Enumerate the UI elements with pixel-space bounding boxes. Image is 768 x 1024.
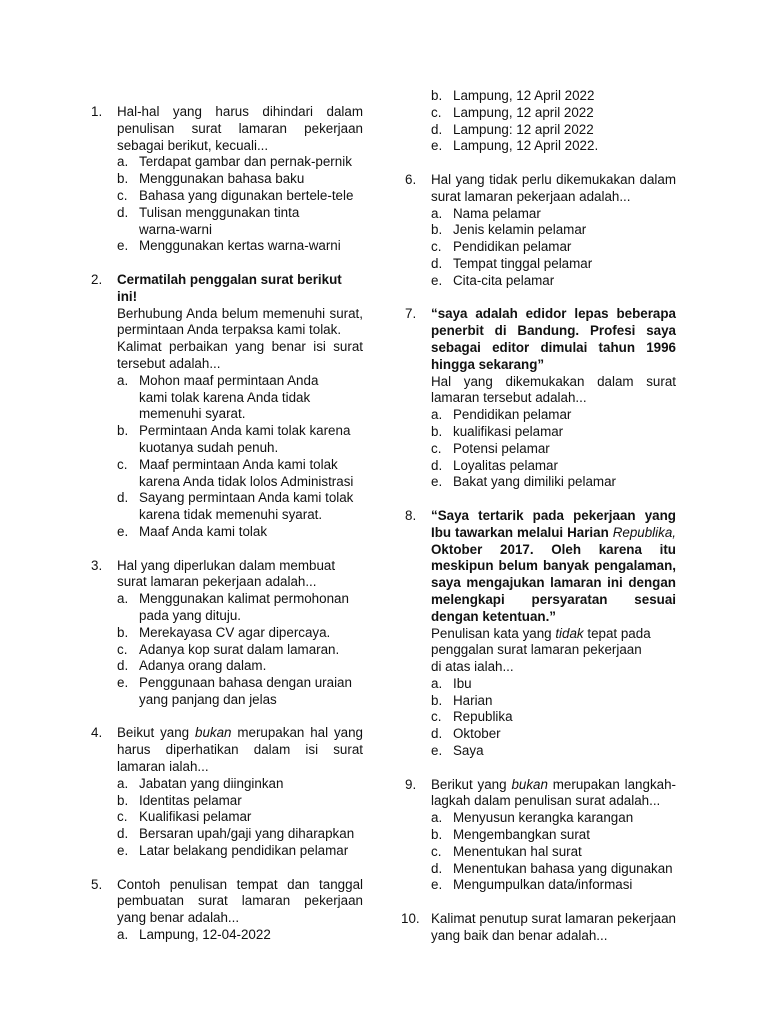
option-text: Lampung, 12-04-2022	[139, 927, 271, 943]
question-7	[405, 306, 676, 491]
question-5	[91, 877, 363, 944]
question-9	[405, 777, 676, 895]
option-text: Terdapat gambar dan pernak-pernik	[139, 154, 352, 170]
option-text: Adanya kop surat dalam lamaran.	[139, 641, 340, 657]
option-b[interactable]	[431, 88, 676, 105]
option-list	[117, 927, 363, 944]
option-e[interactable]	[431, 273, 676, 290]
option-letter: d.	[431, 860, 443, 876]
quote-text-part: “Saya tertarik pada pekerjaan yang Ibu tawarkan melalui Harian	[431, 507, 676, 540]
question-number: 5.	[91, 876, 103, 892]
option-b[interactable]	[117, 423, 351, 457]
question-text: Kalimat penutup surat lamaran pekerjaan yang baik dan benar adalah...	[431, 911, 676, 943]
option-text: Bersaran upah/gaji yang diharapkan	[139, 826, 355, 842]
option-a[interactable]	[117, 373, 339, 423]
option-letter: c.	[117, 187, 128, 203]
option-d[interactable]	[431, 256, 676, 273]
option-e[interactable]	[117, 843, 363, 860]
option-e[interactable]	[431, 138, 676, 155]
option-d[interactable]	[431, 122, 676, 139]
option-c[interactable]	[431, 709, 676, 726]
option-b[interactable]	[117, 793, 363, 810]
option-text: Adanya orang dalam.	[139, 658, 267, 674]
option-list	[431, 810, 676, 894]
option-text: Latar belakang pendidikan pelamar	[139, 843, 349, 859]
option-e[interactable]	[431, 877, 676, 894]
option-c[interactable]	[117, 642, 363, 659]
question-text: Hal yang dikemukakan dalam surat lamaran tersebut adalah...	[431, 373, 676, 406]
option-text: Menggunakan bahasa baku	[139, 171, 305, 187]
right-column	[401, 88, 676, 945]
question-text-part: Penulisan kata yang	[431, 625, 556, 641]
option-letter: b.	[431, 88, 443, 103]
option-text: Jenis kelamin pelamar	[453, 222, 587, 238]
option-letter: c.	[117, 809, 128, 825]
option-letter: b.	[117, 171, 129, 187]
option-text: Cita-cita pelamar	[453, 272, 555, 288]
emphasis-word: bukan	[195, 725, 232, 741]
option-text: Nama pelamar	[453, 205, 541, 221]
option-e[interactable]	[431, 743, 676, 760]
question-text: Hal-hal yang harus dihindari dalam penulisan surat lamaran pekerjaan sebagai berikut, kecuali...	[117, 104, 363, 153]
option-text: Pendidikan pelamar	[453, 239, 572, 255]
emphasis-word: tidak	[555, 625, 584, 641]
option-letter: e.	[431, 743, 443, 759]
option-letter: b.	[117, 792, 129, 808]
option-b[interactable]	[431, 424, 676, 441]
option-b[interactable]	[431, 693, 676, 710]
option-list	[431, 88, 676, 155]
option-d[interactable]	[117, 826, 363, 843]
question-5-continued	[405, 88, 676, 155]
option-letter: b.	[117, 624, 129, 640]
option-b[interactable]	[431, 827, 676, 844]
option-letter: a.	[431, 407, 443, 423]
quoted-excerpt	[431, 508, 676, 626]
option-c[interactable]	[117, 188, 363, 205]
question-2	[91, 272, 363, 541]
option-letter: c.	[117, 456, 128, 472]
option-text: Saya	[453, 743, 484, 759]
option-text: Menentukan hal surat	[453, 843, 582, 859]
option-letter: d.	[117, 490, 129, 506]
option-c[interactable]	[431, 239, 676, 256]
option-b[interactable]	[117, 625, 363, 642]
option-letter: d.	[431, 255, 443, 271]
option-c[interactable]	[431, 844, 676, 861]
question-text: Hal yang diperlukan dalam membuat surat lamaran pekerjaan adalah...	[117, 557, 336, 590]
option-letter: d.	[431, 726, 443, 742]
question-4	[91, 725, 363, 859]
option-text: Mengumpulkan data/informasi	[453, 877, 633, 893]
option-letter: a.	[117, 591, 129, 607]
option-letter: e.	[431, 138, 443, 154]
option-a[interactable]	[117, 927, 363, 944]
question-text-part: Beikut yang	[117, 725, 195, 741]
question-text-part: Berikut yang	[431, 776, 512, 792]
question-text	[431, 777, 676, 811]
option-d[interactable]	[117, 658, 363, 675]
option-text: Menggunakan kertas warna-warni	[139, 238, 341, 254]
option-c[interactable]	[431, 441, 676, 458]
question-number: 7.	[405, 306, 417, 322]
option-e[interactable]	[117, 238, 363, 255]
option-a[interactable]	[117, 154, 363, 171]
option-c[interactable]	[117, 457, 371, 491]
question-text	[431, 626, 653, 676]
question-text-part: merupakan langkah-lagkah dalam penulisan surat adalah...	[431, 776, 676, 809]
option-text: Lampung, 12 april 2022	[453, 104, 594, 120]
question-8	[405, 508, 676, 760]
option-letter: a.	[117, 154, 129, 170]
option-list	[117, 154, 363, 255]
option-text: Bahasa yang digunakan bertele-tele	[139, 187, 354, 203]
question-text	[117, 725, 363, 775]
option-e[interactable]	[117, 524, 363, 541]
question-6	[405, 172, 676, 290]
question-number: 4.	[91, 725, 103, 741]
option-text: Tempat tinggal pelamar	[453, 255, 593, 271]
option-list	[431, 407, 676, 491]
option-list	[117, 373, 363, 541]
option-letter: a.	[117, 927, 129, 943]
option-c[interactable]	[117, 809, 363, 826]
option-a[interactable]	[117, 591, 351, 625]
option-c[interactable]	[431, 105, 676, 122]
option-list	[431, 676, 676, 760]
option-text: Merekayasa CV agar dipercaya.	[139, 624, 331, 640]
option-text: Ibu	[453, 675, 472, 691]
question-text: Kalimat perbaikan yang benar isi surat tersebut adalah...	[117, 339, 363, 371]
option-text: Maaf Anda kami tolak	[139, 523, 268, 539]
quoted-excerpt: “saya adalah edidor lepas beberapa penerbit di Bandung. Profesi saya sebagai editor dimulai tahun 1996 hingga sekarang”	[431, 306, 676, 372]
option-letter: e.	[117, 523, 129, 539]
option-letter: b.	[431, 423, 443, 439]
option-text: Lampung, 12 April 2022	[453, 88, 595, 103]
option-d[interactable]	[117, 490, 371, 524]
option-letter: c.	[431, 709, 442, 725]
quote-text-part: Oktober 2017. Oleh karena itu meskipun belum banyak pengalaman, saya mengajukan lamaran ini dengan melengkapi persyaratan sesuai dengan ketentuan.”	[431, 541, 676, 624]
option-list	[431, 206, 676, 290]
option-text: Mengembangkan surat	[453, 827, 590, 843]
option-list	[117, 591, 363, 709]
option-a[interactable]	[431, 407, 676, 424]
option-text: Menggunakan kalimat permohonan pada yang dituju.	[139, 591, 349, 623]
option-text: Harian	[453, 692, 493, 708]
option-letter: e.	[117, 675, 129, 691]
question-1	[91, 104, 363, 255]
question-text-part: merupakan hal yang harus diperhatikan dalam isi surat lamaran ialah...	[117, 725, 363, 775]
question-number: 10.	[401, 911, 420, 927]
option-text: Potensi pelamar	[453, 440, 550, 456]
letter-excerpt: Berhubung Anda belum memenuhi surat, permintaan Anda terpaksa kami tolak.	[117, 305, 363, 338]
option-d[interactable]	[431, 861, 676, 878]
option-letter: e.	[117, 238, 129, 254]
option-letter: e.	[431, 272, 443, 288]
option-letter: a.	[117, 372, 129, 388]
option-text: Identitas pelamar	[139, 792, 242, 808]
option-text: Pendidikan pelamar	[453, 407, 572, 423]
option-letter: d.	[117, 826, 129, 842]
option-a[interactable]	[117, 776, 363, 793]
option-letter: a.	[431, 675, 443, 691]
option-letter: a.	[431, 205, 443, 221]
option-b[interactable]	[431, 222, 676, 239]
option-d[interactable]	[117, 205, 339, 239]
question-number: 9.	[405, 776, 417, 792]
question-text-part: tepat pada penggalan surat lamaran pekerjaan di atas ialah...	[431, 625, 651, 675]
option-letter: d.	[117, 204, 129, 220]
option-letter: d.	[431, 121, 443, 137]
option-text: Republika	[453, 709, 513, 725]
option-text: Loyalitas pelamar	[453, 457, 558, 473]
option-letter: b.	[431, 827, 443, 843]
question-text: Hal yang tidak perlu dikemukakan dalam surat lamaran pekerjaan adalah...	[431, 171, 676, 204]
option-text: Maaf permintaan Anda kami tolak karena Anda tidak lolos Administrasi	[139, 456, 354, 489]
question-number: 8.	[405, 507, 417, 523]
option-letter: e.	[431, 474, 443, 490]
option-d[interactable]	[431, 458, 676, 475]
option-letter: c.	[431, 239, 442, 255]
option-letter: c.	[431, 843, 442, 859]
option-a[interactable]	[431, 206, 676, 223]
question-instruction: Cermatilah penggalan surat berikut ini!	[117, 271, 342, 304]
option-b[interactable]	[117, 171, 363, 188]
option-text: Oktober	[453, 726, 501, 742]
option-list	[117, 776, 363, 860]
option-letter: b.	[431, 692, 443, 708]
option-text: kualifikasi pelamar	[453, 423, 564, 439]
option-text: Lampung, 12 April 2022.	[453, 138, 599, 154]
option-letter: b.	[117, 423, 129, 439]
option-e[interactable]	[117, 675, 371, 709]
option-text: Menyusun kerangka karangan	[453, 810, 634, 826]
option-d[interactable]	[431, 726, 676, 743]
question-number: 1.	[91, 104, 103, 119]
option-text: Mohon maaf permintaan Anda kami tolak karena Anda tidak memenuhi syarat.	[139, 372, 319, 422]
question-number: 3.	[91, 557, 103, 573]
question-text: Contoh penulisan tempat dan tanggal pembuatan surat lamaran pekerjaan yang benar adalah...	[117, 876, 363, 926]
option-a[interactable]	[431, 676, 676, 693]
option-a[interactable]	[431, 810, 676, 827]
option-text: Sayang permintaan Anda kami tolak karena tidak memenuhi syarat.	[139, 490, 354, 523]
question-number: 6.	[405, 171, 417, 187]
option-e[interactable]	[431, 474, 676, 491]
option-text: Tulisan menggunakan tinta warna-warni	[139, 204, 300, 237]
question-3	[91, 558, 363, 709]
option-letter: c.	[431, 104, 442, 120]
option-letter: c.	[117, 641, 128, 657]
option-text: Menentukan bahasa yang digunakan	[453, 860, 673, 876]
option-letter: e.	[431, 877, 443, 893]
emphasis-word: Republika,	[612, 524, 676, 540]
option-text: Lampung: 12 april 2022	[453, 121, 594, 137]
question-number: 2.	[91, 271, 103, 287]
option-text: Permintaan Anda kami tolak karena kuotanya sudah penuh.	[139, 423, 351, 455]
option-letter: b.	[431, 222, 443, 238]
option-text: Bakat yang dimiliki pelamar	[453, 474, 616, 490]
option-text: Jabatan yang diinginkan	[139, 775, 284, 791]
option-letter: d.	[117, 658, 129, 674]
option-letter: d.	[431, 457, 443, 473]
option-text: Penggunaan bahasa dengan uraian yang panjang dan jelas	[139, 675, 352, 707]
question-10	[401, 911, 676, 945]
left-column	[91, 104, 363, 944]
option-letter: e.	[117, 843, 129, 859]
option-letter: c.	[431, 440, 442, 456]
option-text: Kualifikasi pelamar	[139, 809, 252, 825]
option-letter: a.	[431, 810, 443, 826]
emphasis-word: bukan	[511, 776, 548, 792]
option-letter: a.	[117, 775, 129, 791]
